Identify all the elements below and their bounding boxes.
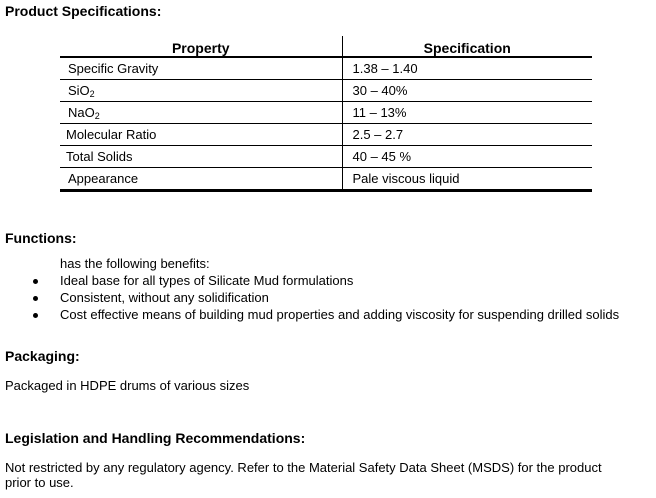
specification-cell: 30 – 40% bbox=[342, 80, 592, 102]
property-name: Specific Gravity bbox=[68, 61, 159, 76]
property-cell bbox=[60, 146, 342, 168]
property-subscript: 2 bbox=[94, 110, 100, 121]
property-cell bbox=[60, 124, 342, 146]
benefit-text: Ideal base for all types of Silicate Mud formulations bbox=[60, 273, 354, 288]
legislation-heading: Legislation and Handling Recommendations: bbox=[5, 430, 306, 446]
legislation-line: Not restricted by any regulatory agency. Refer to the Material Safety Data Sheet (MSDS) for the product bbox=[5, 460, 602, 475]
packaging-text: Packaged in HDPE drums of various sizes bbox=[5, 378, 250, 393]
list-item bbox=[28, 306, 619, 323]
property-name: Molecular Ratio bbox=[66, 127, 157, 142]
legislation-text bbox=[5, 460, 653, 490]
benefits-list bbox=[28, 272, 619, 323]
table-row bbox=[60, 146, 592, 168]
benefit-text: Cost effective means of building mud properties and adding viscosity for suspending drilled solids bbox=[60, 307, 620, 322]
property-column-header: Property bbox=[60, 36, 342, 57]
functions-heading: Functions: bbox=[5, 230, 77, 246]
specification-column-header: Specification bbox=[342, 36, 592, 57]
table-row bbox=[60, 80, 592, 102]
benefit-text: Consistent, without any solidification bbox=[60, 290, 269, 305]
bullet-icon bbox=[33, 313, 38, 318]
list-item bbox=[28, 272, 619, 289]
specifications-table bbox=[60, 36, 592, 192]
property-subscript: 2 bbox=[89, 88, 95, 99]
property-cell bbox=[60, 102, 342, 124]
specification-cell: 11 – 13% bbox=[342, 102, 592, 124]
specification-cell: 2.5 – 2.7 bbox=[342, 124, 592, 146]
property-name: Total Solids bbox=[66, 149, 133, 164]
property-cell bbox=[60, 57, 342, 80]
table-header-row bbox=[60, 36, 592, 57]
property-cell bbox=[60, 80, 342, 102]
property-name: NaO bbox=[68, 104, 95, 120]
specification-cell: 40 – 45 % bbox=[342, 146, 592, 168]
property-name: Appearance bbox=[68, 171, 139, 186]
packaging-heading: Packaging: bbox=[5, 348, 80, 364]
table-row bbox=[60, 168, 592, 191]
table-row bbox=[60, 124, 592, 146]
functions-intro: has the following benefits: bbox=[60, 256, 210, 271]
specification-cell: Pale viscous liquid bbox=[342, 168, 592, 191]
property-name: SiO bbox=[68, 82, 90, 98]
table-row bbox=[60, 102, 592, 124]
bullet-icon bbox=[33, 279, 38, 284]
list-item bbox=[28, 289, 619, 306]
legislation-line: prior to use. bbox=[5, 475, 74, 490]
table-row bbox=[60, 57, 592, 80]
specification-cell: 1.38 – 1.40 bbox=[342, 57, 592, 80]
property-cell bbox=[60, 168, 342, 191]
product-specifications-heading: Product Specifications: bbox=[5, 3, 162, 19]
bullet-icon bbox=[33, 296, 38, 301]
